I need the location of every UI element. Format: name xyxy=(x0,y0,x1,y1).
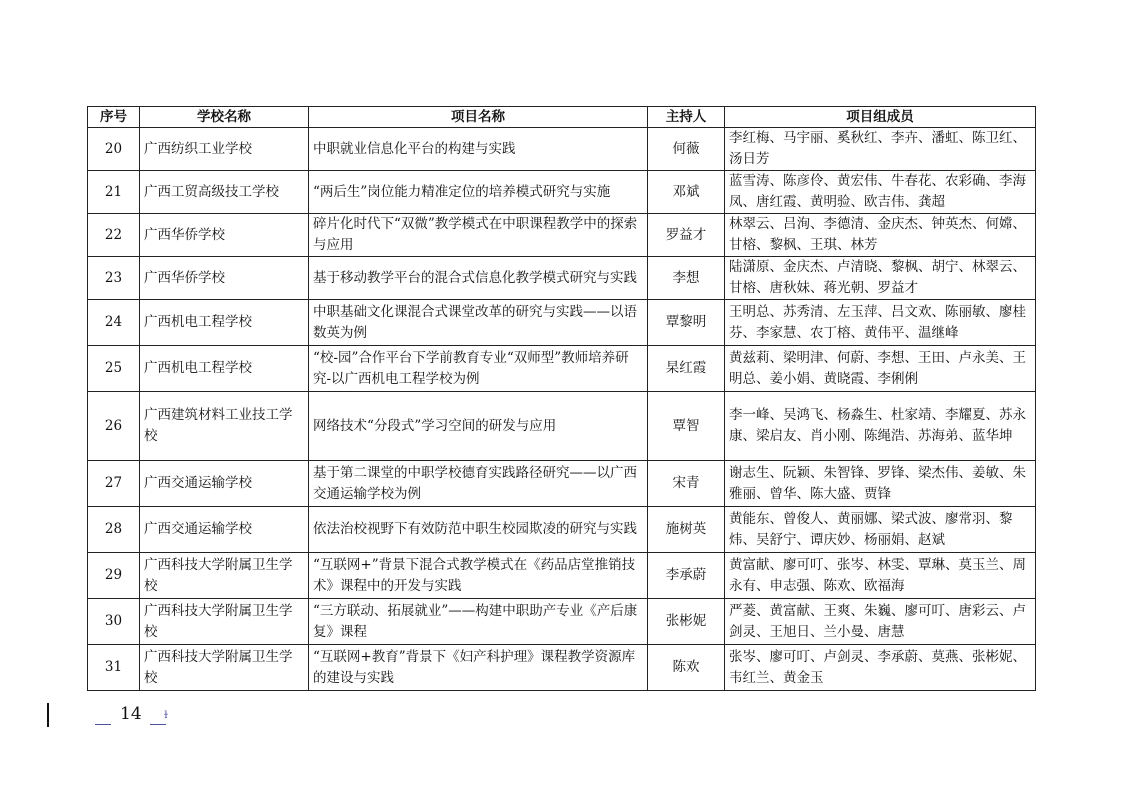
cell-no: 20 xyxy=(88,128,140,171)
table-row xyxy=(88,171,1036,214)
cell-project: 基于第二课堂的中职学校德育实践路径研究——以广西交通运输学校为例 xyxy=(309,461,648,507)
cell-project: 依法治校视野下有效防范中职生校园欺凌的研究与实践 xyxy=(309,507,648,553)
table-row xyxy=(88,300,1036,346)
page-number-trailing-mark: ɫ xyxy=(164,710,168,721)
cell-project: 中职就业信息化平台的构建与实践 xyxy=(309,128,648,171)
cell-members: 谢志生、阮颖、朱智锋、罗锋、梁杰伟、姜敏、朱雅丽、曾华、陈大盛、贾锋 xyxy=(725,461,1036,507)
cell-leader: 何薇 xyxy=(648,128,725,171)
cell-leader: 杲红霞 xyxy=(648,346,725,392)
table-row xyxy=(88,214,1036,257)
cell-leader: 覃智 xyxy=(648,392,725,461)
cell-members: 王明总、苏秀清、左玉萍、吕文欢、陈丽敏、廖桂芬、李家慧、农丁榕、黄伟平、温继峰 xyxy=(725,300,1036,346)
cell-project: “互联网+教育”背景下《妇产科护理》课程教学资源库的建设与实践 xyxy=(309,645,648,691)
header-school: 学校名称 xyxy=(140,107,309,128)
cell-school: 广西机电工程学校 xyxy=(140,346,309,392)
cell-project: “互联网+”背景下混合式教学模式在《药品店堂推销技术》课程中的开发与实践 xyxy=(309,553,648,599)
cell-no: 21 xyxy=(88,171,140,214)
cell-leader: 李想 xyxy=(648,257,725,300)
cell-school: 广西工贸高级技工学校 xyxy=(140,171,309,214)
cell-no: 24 xyxy=(88,300,140,346)
header-members: 项目组成员 xyxy=(725,107,1036,128)
cell-no: 30 xyxy=(88,599,140,645)
cell-leader: 施树英 xyxy=(648,507,725,553)
cell-no: 25 xyxy=(88,346,140,392)
cell-school: 广西科技大学附属卫生学校 xyxy=(140,645,309,691)
table-row xyxy=(88,346,1036,392)
cell-project: 中职基础文化课混合式课堂改革的研究与实践——以语数英为例 xyxy=(309,300,648,346)
cell-leader: 覃黎明 xyxy=(648,300,725,346)
cell-leader: 李承蔚 xyxy=(648,553,725,599)
table-header-row xyxy=(88,107,1036,128)
margin-bar xyxy=(47,703,49,727)
table-row xyxy=(88,257,1036,300)
cell-project: “两后生”岗位能力精准定位的培养模式研究与实施 xyxy=(309,171,648,214)
cell-no: 22 xyxy=(88,214,140,257)
cell-no: 23 xyxy=(88,257,140,300)
cell-school: 广西科技大学附属卫生学校 xyxy=(140,599,309,645)
cell-no: 26 xyxy=(88,392,140,461)
cell-no: 29 xyxy=(88,553,140,599)
table-row xyxy=(88,553,1036,599)
header-no: 序号 xyxy=(88,107,140,128)
page-footer xyxy=(47,703,247,729)
cell-members: 张岑、廖可叮、卢剑灵、李承蔚、莫燕、张彬妮、韦红兰、黄金玉 xyxy=(725,645,1036,691)
cell-school: 广西华侨学校 xyxy=(140,214,309,257)
cell-school: 广西交通运输学校 xyxy=(140,461,309,507)
header-leader: 主持人 xyxy=(648,107,725,128)
page-number: 14 xyxy=(120,704,142,724)
cell-members: 蓝雪涛、陈彦伶、黄宏伟、牛春花、农彩确、李海凤、唐红霞、黄明验、欧吉伟、龚超 xyxy=(725,171,1036,214)
table-row xyxy=(88,461,1036,507)
table-row xyxy=(88,599,1036,645)
cell-school: 广西建筑材料工业技工学校 xyxy=(140,392,309,461)
cell-no: 27 xyxy=(88,461,140,507)
cell-members: 李红梅、马宇丽、奚秋红、李卉、潘虹、陈卫红、汤日芳 xyxy=(725,128,1036,171)
cell-leader: 宋青 xyxy=(648,461,725,507)
table-row xyxy=(88,392,1036,461)
project-table-container xyxy=(87,106,1035,691)
cell-project: “校-园”合作平台下学前教育专业“双师型”教师培养研究-以广西机电工程学校为例 xyxy=(309,346,648,392)
page-number-dash-left xyxy=(95,724,111,725)
cell-school: 广西交通运输学校 xyxy=(140,507,309,553)
cell-leader: 邓斌 xyxy=(648,171,725,214)
cell-no: 31 xyxy=(88,645,140,691)
cell-project: 基于移动教学平台的混合式信息化教学模式研究与实践 xyxy=(309,257,648,300)
cell-project: “三方联动、拓展就业”——构建中职助产专业《产后康复》课程 xyxy=(309,599,648,645)
table-row xyxy=(88,128,1036,171)
cell-school: 广西机电工程学校 xyxy=(140,300,309,346)
cell-members: 陆潇原、金庆杰、卢清晓、黎枫、胡宁、林翠云、甘榕、唐秋妹、蒋光朝、罗益才 xyxy=(725,257,1036,300)
table-body xyxy=(88,128,1036,691)
cell-members: 严菱、黄富献、王爽、朱巍、廖可叮、唐彩云、卢剑灵、王旭日、兰小曼、唐慧 xyxy=(725,599,1036,645)
table-row xyxy=(88,645,1036,691)
cell-members: 黄能东、曾俊人、黄丽娜、梁式波、廖常羽、黎炜、吴舒宁、谭庆妙、杨丽娟、赵斌 xyxy=(725,507,1036,553)
cell-leader: 罗益才 xyxy=(648,214,725,257)
cell-members: 黄富献、廖可叮、张岑、林雯、覃琳、莫玉兰、周永有、申志强、陈欢、欧福海 xyxy=(725,553,1036,599)
cell-project: 碎片化时代下“双微”教学模式在中职课程教学中的探索与应用 xyxy=(309,214,648,257)
cell-members: 李一峰、吴鸿飞、杨淼生、杜家靖、李耀夏、苏永康、梁启友、肖小刚、陈绳浩、苏海弟、蓝华坤 xyxy=(725,392,1036,461)
cell-members: 林翠云、吕洵、李德清、金庆杰、钟英杰、何嫦、甘榕、黎枫、王琪、林芳 xyxy=(725,214,1036,257)
cell-school: 广西纺织工业学校 xyxy=(140,128,309,171)
table-row xyxy=(88,507,1036,553)
cell-leader: 张彬妮 xyxy=(648,599,725,645)
header-project: 项目名称 xyxy=(309,107,648,128)
page-number-dash-right xyxy=(150,724,166,725)
cell-no: 28 xyxy=(88,507,140,553)
cell-members: 黄兹莉、梁明津、何蔚、李想、王田、卢永美、王明总、姜小娟、黄晓霞、李俐俐 xyxy=(725,346,1036,392)
cell-school: 广西科技大学附属卫生学校 xyxy=(140,553,309,599)
cell-school: 广西华侨学校 xyxy=(140,257,309,300)
project-table xyxy=(87,106,1036,691)
cell-project: 网络技术“分段式”学习空间的研发与应用 xyxy=(309,392,648,461)
cell-leader: 陈欢 xyxy=(648,645,725,691)
